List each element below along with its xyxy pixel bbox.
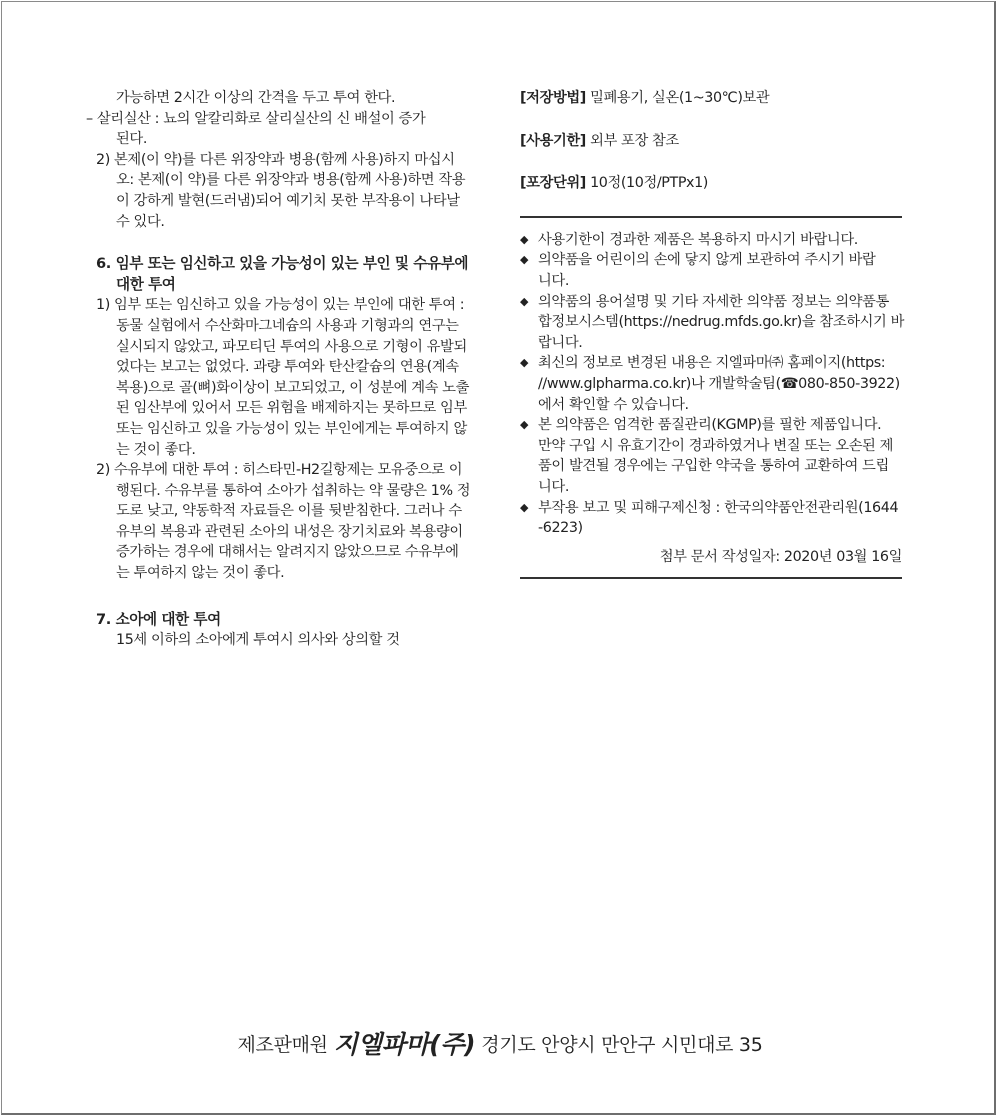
diamond-bullet-icon: ◆ [520,232,529,246]
text-line: 었다는 보고는 없었다. 과량 투여와 탄산칼슘의 연용(계속 [116,359,459,376]
expiry-value: 외부 포장 참조 [585,132,679,149]
manufacturer-footer [0,1025,1000,1061]
text-line: 유부의 복용과 관련된 소아의 내성은 장기치료와 복용량이 [116,523,463,540]
storage-info [520,88,908,109]
text-line: 행된다. 수유부를 통하여 소아가 섭취하는 약 물량은 1% 정 [116,482,471,499]
expiry-info [520,131,908,152]
bullet-line: 니다. [538,272,569,289]
left-column [86,88,488,651]
text-line: 1) 임부 또는 임신하고 있을 가능성이 있는 부인에 대한 투여 : [96,297,465,314]
text-line: 실시되지 않았고, 파모티딘 투여의 사용으로 기형이 유발되 [116,338,467,355]
text-line: 수 있다. [116,213,165,230]
bullet-line: 의약품을 어린이의 손에 닿지 않게 보관하여 주시기 바랍 [538,252,876,269]
text-line: 오: 본제(이 약)를 다른 위장약과 병용(함께 사용)하면 작용 [116,172,466,189]
bullet-line: 랍니다. [538,334,583,351]
spacer [520,109,908,131]
spacer [96,232,488,254]
bullet-line: 사용기한이 경과한 제품은 복용하지 마시기 바랍니다. [538,231,858,248]
text-line: 2) 본제(이 약)를 다른 위장약과 병용(함께 사용)하지 마십시 [96,151,455,168]
text-line: 된 임산부에 있어서 모든 위험을 배제하지는 못하므로 임부 [116,400,467,417]
spacer [96,584,488,610]
diamond-bullet-icon: ◆ [520,500,529,514]
footer-prefix: 제조판매원 [237,1034,328,1056]
packaging-label: [포장단위] [520,175,586,192]
bullet-line: 부작용 보고 및 피해구제신청 : 한국의약품안전관리원(1644 [538,499,899,516]
paragraph-lactation [96,460,488,584]
list-item [520,353,908,415]
text-line: 도로 낮고, 약동학적 자료들은 이를 뒷받침한다. 그러나 수 [116,503,462,520]
expiry-label: [사용기한] [520,132,586,149]
diamond-bullet-icon: ◆ [520,418,529,432]
divider [520,577,902,579]
text-line: 증가하는 경우에 대해서는 알려지지 않았으므로 수유부에 [116,544,459,561]
right-column [520,88,908,579]
packaging-value: 10정(10정/PTPx1) [585,175,708,192]
list-item [520,292,908,354]
section-heading: 대한 투여 [116,275,176,293]
section-heading: 6. 임부 또는 임신하고 있을 가능성이 있는 부인 및 수유부에 [96,255,469,273]
text-line: 15세 이하의 소아에게 투여시 의사와 상의할 것 [116,632,400,649]
list-item [520,250,908,291]
text-line: 는 투여하지 않는 것이 좋다. [116,565,285,582]
text-line: 된다. [116,131,147,148]
storage-value: 밀폐용기, 실온(1~30℃)보관 [585,90,770,106]
storage-label: [저장방법] [520,90,586,106]
paragraph-pregnancy [96,295,488,460]
section-heading: 7. 소아에 대한 투여 [96,610,221,628]
bullet-line: 품이 발견될 경우에는 구입한 약국을 통하여 교환하여 드립 [538,458,889,475]
list-item [520,498,908,539]
packaging-info [520,173,908,194]
brand-logo: 지엘파마(주) [333,1030,476,1059]
notice-list [520,230,908,539]
bullet-line: -6223) [538,520,583,537]
diamond-bullet-icon: ◆ [520,294,529,308]
list-item [520,415,908,497]
text-line: – 살리실산 : 뇨의 알칼리화로 살리실산의 신 배설이 증가 [86,110,426,127]
bullet-line: 본 의약품은 엄격한 품질관리(KGMP)를 필한 제품입니다. [538,417,882,434]
bullet-line: 에서 확인할 수 있습니다. [538,396,689,413]
list-item [520,230,908,251]
diamond-bullet-icon: ◆ [520,356,529,370]
text-line: 2) 수유부에 대한 투여 : 히스타민-H2길항제는 모유중으로 이 [96,462,463,479]
text-line: 동물 실험에서 수산화마그네슘의 사용과 기형과의 연구는 [116,317,459,334]
footer-address: 경기도 안양시 만안구 시민대로 35 [481,1034,763,1056]
text-line: 또는 임신하고 있을 가능성이 있는 부인에게는 투여하지 않 [116,420,467,437]
text-line: 는 것이 좋다. [116,441,196,458]
bullet-line: 최신의 정보로 변경된 내용은 지엘파마㈜ 홈페이지(https: [538,355,886,372]
bullet-line: 의약품의 용어설명 및 기타 자세한 의약품 정보는 의약품통 [538,293,889,310]
bullet-line: 니다. [538,478,569,495]
diamond-bullet-icon: ◆ [520,253,529,267]
spacer [520,151,908,173]
bullet-line: //www.glpharma.co.kr)나 개발학술팀(☎080-850-3922) [538,375,900,392]
document-date: 첨부 문서 작성일자: 2020년 03월 16일 [659,548,902,565]
bullet-line: 만약 구입 시 유효기간이 경과하였거나 변질 또는 오손된 제 [538,437,894,454]
text-line: 복용)으로 골(뼈)화이상이 보고되었고, 이 성분에 계속 노출 [116,379,469,396]
bullet-line: 합정보시스템(https://nedrug.mfds.go.kr)을 참조하시기 바 [538,314,905,331]
text-line: 이 강하게 발현(드러냄)되어 예기치 못한 부작용이 나타날 [116,192,460,209]
text-line: 가능하면 2시간 이상의 간격을 두고 투여 한다. [116,90,396,106]
